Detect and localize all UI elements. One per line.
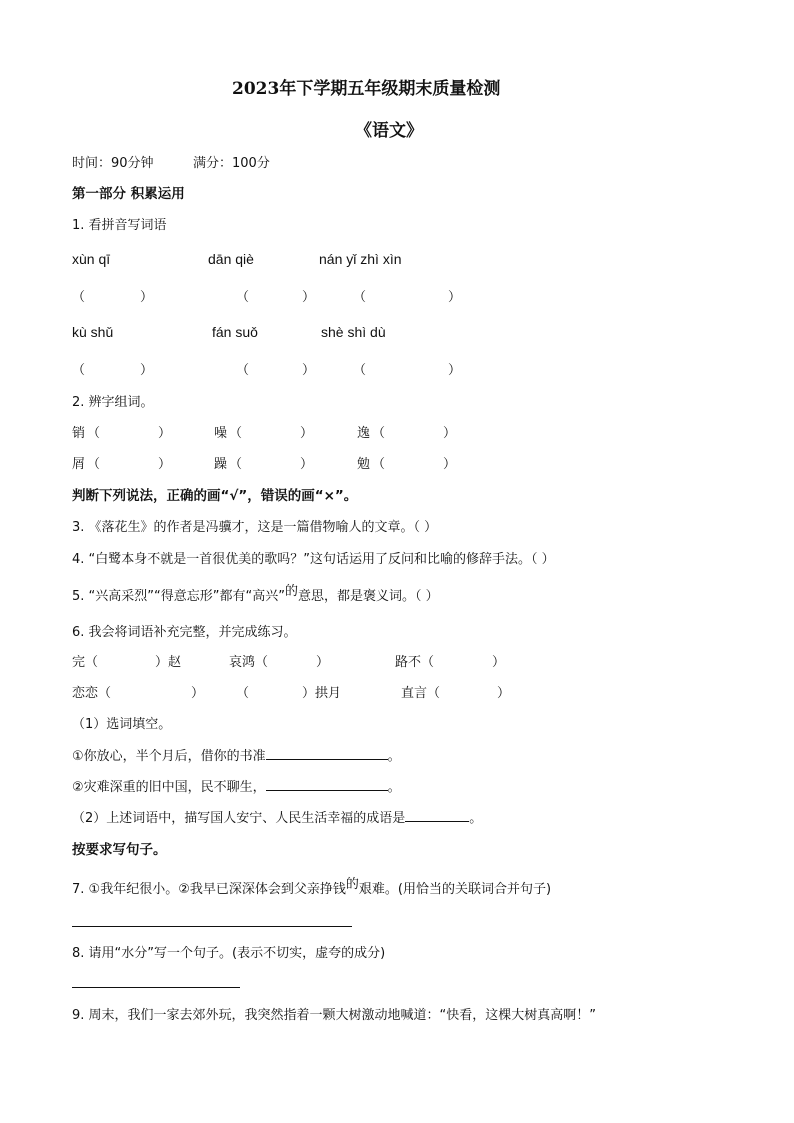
answer-blank[interactable] — [72, 286, 85, 305]
question-7-de: 的 — [345, 877, 359, 892]
idiom-1-start: 完（ — [72, 655, 99, 670]
answer-blank[interactable] — [302, 286, 315, 305]
answer-line[interactable] — [72, 987, 240, 988]
subject-title: 《语文》 — [355, 121, 423, 141]
idiom-4-end: ） — [191, 686, 205, 701]
answer-blank[interactable] — [448, 359, 461, 378]
idiom-3-end: ） — [492, 655, 506, 670]
paren-open: （ — [372, 457, 386, 472]
rewrite-heading: 按要求写句子。 — [72, 842, 167, 858]
idiom-5-end: ）拱月 — [302, 686, 342, 701]
answer-blank[interactable] — [140, 359, 153, 378]
answer-blank[interactable] — [300, 422, 313, 441]
paren-open: （ — [87, 457, 101, 472]
exam-score: 满分：100分 — [193, 156, 270, 171]
period: 。 — [387, 749, 401, 764]
paren-close: ） — [302, 363, 316, 378]
fill-blank[interactable] — [266, 778, 388, 791]
idiom-4-start: 恋恋（ — [72, 686, 112, 701]
q1-prompt: 1. 看拼音写词语 — [72, 218, 167, 233]
question-7-part1: 7. ①我年纪很小。②我早已深深体会到父亲挣钱 — [72, 882, 346, 897]
question-5-part2: 意思，都是褒义词。（ ） — [297, 589, 439, 604]
answer-blank[interactable] — [236, 286, 249, 305]
question-8: 8. 请用“水分”写一个句子。(表示不切实，虚夸的成分) — [72, 946, 386, 961]
paren-close: ） — [448, 290, 462, 305]
q6-sub1: （1）选词填空。 — [72, 717, 172, 732]
idiom-5-start: （ — [236, 686, 250, 701]
answer-blank[interactable] — [353, 286, 366, 305]
part1-title: 第一部分 积累运用 — [72, 186, 185, 202]
judge-heading: 判断下列说法，正确的画“√”，错误的画“×”。 — [72, 488, 358, 504]
q6-sentence-2 — [72, 776, 401, 795]
paren-open: （ — [229, 426, 243, 441]
q6-prompt: 6. 我会将词语补充完整，并完成练习。 — [72, 625, 297, 640]
pinyin-2: dān qiè — [208, 251, 254, 267]
paren-close: ） — [448, 363, 462, 378]
char-yi: 逸 — [357, 426, 371, 441]
paren-close: ） — [140, 290, 154, 305]
idiom-6-start: 直言（ — [401, 686, 441, 701]
idiom-1-end: ）赵 — [155, 655, 182, 670]
question-5-part1: 5. “兴高采烈”“得意忘形”都有“高兴” — [72, 589, 285, 604]
paren-open: （ — [372, 426, 386, 441]
paren-close: ） — [158, 426, 172, 441]
answer-blank[interactable] — [300, 453, 313, 472]
paren-close: ） — [300, 457, 314, 472]
sentence-2-text: ②灾难深重的旧中国，民不聊生， — [72, 780, 266, 795]
question-7 — [72, 878, 551, 897]
question-4: 4. “白鹭本身不就是一首很优美的歌吗？”这句话运用了反问和比喻的修辞手法。（ ） — [72, 552, 555, 567]
pinyin-4: kù shǔ — [72, 324, 114, 340]
paren-open: （ — [236, 363, 250, 378]
paren-open: （ — [72, 290, 86, 305]
exam-title: 2023年下学期五年级期末质量检测 — [232, 79, 501, 99]
idiom-2-end: ） — [316, 655, 330, 670]
paren-close: ） — [300, 426, 314, 441]
pinyin-1: xùn qī — [72, 251, 111, 267]
char-mian: 勉 — [357, 457, 371, 472]
paren-open: （ — [353, 290, 367, 305]
paren-open: （ — [87, 426, 101, 441]
answer-blank[interactable] — [87, 453, 100, 472]
exam-time: 时间：90分钟 — [72, 156, 154, 171]
question-5-de: 的 — [284, 584, 298, 599]
paren-close: ） — [158, 457, 172, 472]
paren-close: ） — [443, 457, 457, 472]
answer-blank[interactable] — [448, 286, 461, 305]
sentence-1-text: ①你放心，半个月后，借你的书准 — [72, 749, 266, 764]
answer-blank[interactable] — [353, 359, 366, 378]
period: 。 — [387, 780, 401, 795]
answer-blank[interactable] — [372, 422, 385, 441]
q6-sub2 — [72, 807, 482, 826]
answer-blank[interactable] — [158, 453, 171, 472]
pinyin-6: shè shì dù — [321, 324, 386, 340]
question-7-part2: 艰难。(用恰当的关联词合并句子) — [358, 882, 552, 897]
pinyin-3: nán yǐ zhì xìn — [319, 251, 402, 267]
answer-blank[interactable] — [302, 359, 315, 378]
paren-close: ） — [443, 426, 457, 441]
question-5 — [72, 585, 439, 604]
answer-blank[interactable] — [443, 422, 456, 441]
paren-open: （ — [236, 290, 250, 305]
question-9: 9. 周末，我们一家去郊外玩，我突然指着一颗大树激动地喊道：“快看，这棵大树真高啊！” — [72, 1008, 597, 1023]
char-xie: 屑 — [72, 457, 86, 472]
answer-blank[interactable] — [140, 286, 153, 305]
answer-blank[interactable] — [72, 359, 85, 378]
answer-blank[interactable] — [87, 422, 100, 441]
paren-open: （ — [353, 363, 367, 378]
char-xiao: 销 — [72, 426, 86, 441]
answer-blank[interactable] — [236, 359, 249, 378]
char-zao2: 躁 — [214, 457, 228, 472]
answer-blank[interactable] — [229, 453, 242, 472]
answer-blank[interactable] — [158, 422, 171, 441]
paren-open: （ — [229, 457, 243, 472]
paren-open: （ — [72, 363, 86, 378]
pinyin-5: fán suǒ — [212, 324, 258, 340]
fill-blank[interactable] — [266, 747, 388, 760]
answer-blank[interactable] — [229, 422, 242, 441]
q6-sentence-1 — [72, 745, 401, 764]
question-3: 3. 《落花生》的作者是冯骥才，这是一篇借物喻人的文章。（ ） — [72, 520, 438, 535]
answer-line[interactable] — [72, 926, 352, 927]
paren-close: ） — [302, 290, 316, 305]
period: 。 — [469, 811, 483, 826]
idiom-3-start: 路不（ — [395, 655, 435, 670]
q2-prompt: 2. 辨字组词。 — [72, 395, 154, 410]
fill-blank[interactable] — [405, 809, 469, 822]
sub2-text: （2）上述词语中，描写国人安宁、人民生活幸福的成语是 — [72, 811, 406, 826]
answer-blank[interactable] — [443, 453, 456, 472]
paren-close: ） — [140, 363, 154, 378]
idiom-2-start: 哀鸿（ — [229, 655, 269, 670]
char-zao: 噪 — [214, 426, 228, 441]
idiom-6-end: ） — [497, 686, 511, 701]
answer-blank[interactable] — [372, 453, 385, 472]
